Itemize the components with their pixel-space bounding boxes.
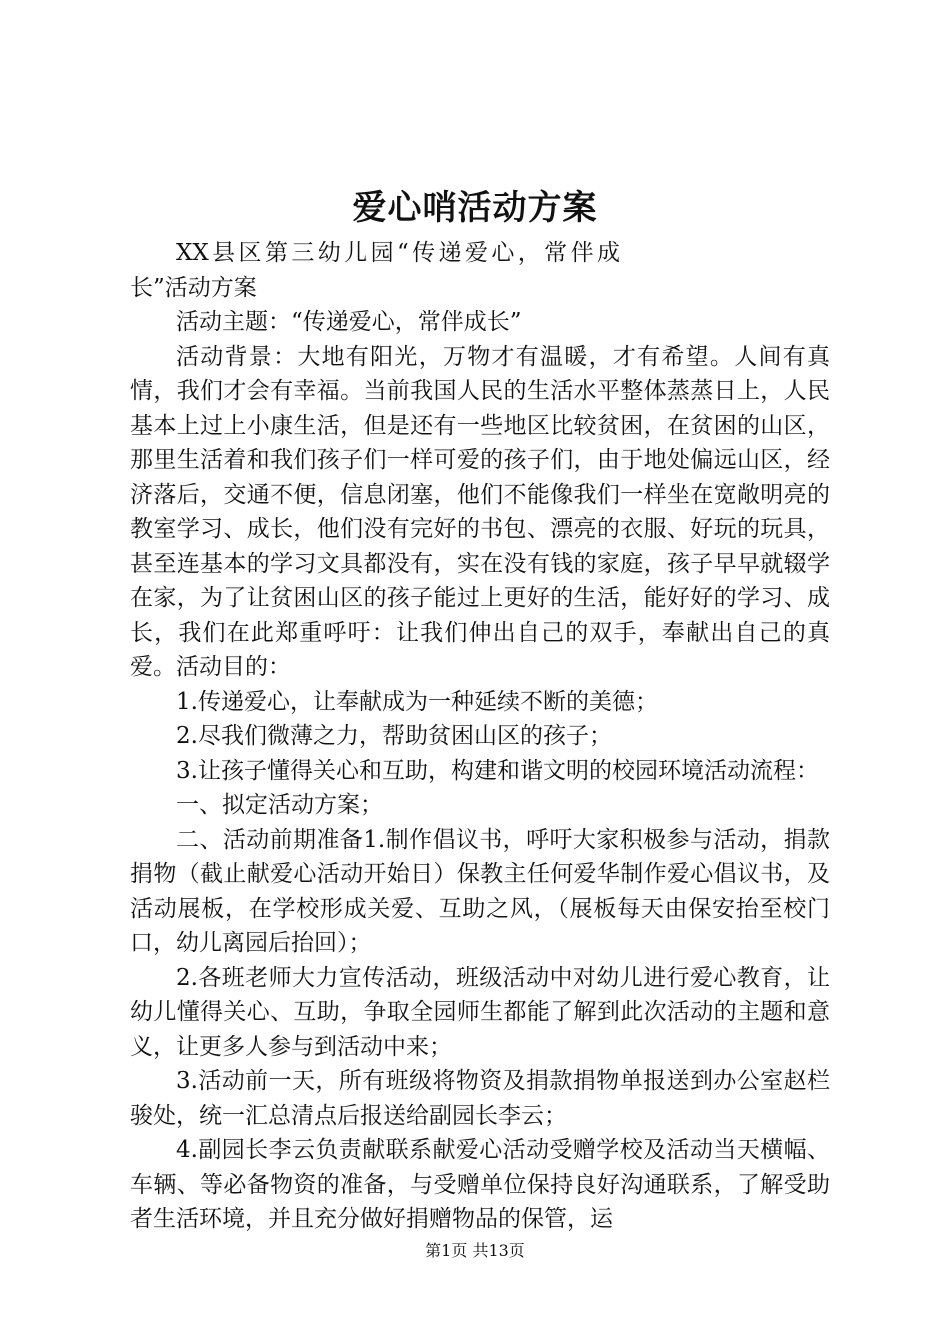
paragraph-prep-2: 2.各班老师大力宣传活动，班级活动中对幼儿进行爱心教育，让幼儿懂得关心、互助，争取全园师生都能了解到此次活动的主题和意义，让更多人参与到活动中来； (130, 964, 830, 1060)
paragraph-theme: 活动主题：“传递爱心，常伴成长” (176, 309, 522, 335)
paragraph-background: 活动背景：大地有阳光，万物才有温暖，才有希望。人间有真情，我们才会有幸福。当前我国人民的生活水平整体蒸蒸日上，人民基本上过上小康生活，但是还有一些地区比较贫困，在贫困的山区，那里生活着和我们孩子们一样可爱的孩子们，由于地处偏远山区，经济落后，交通不便，信息闭塞，他们不能像我们一样坐在宽敞明亮的教室学习、成长，他们没有完好的书包、漂亮的衣服、好玩的玩具，甚至连基本的学习文具都没有，实在没有钱的家庭，孩子早早就辍学在家，为了让贫困山区的孩子能过上更好的生活，能好好的学习、成长，我们在此郑重呼吁：让我们伸出自己的双手，奉献出自己的真爱。活动目的： (130, 343, 830, 680)
paragraph-prep-3: 3.活动前一天，所有班级将物资及捐款捐物单报送到办公室赵栏骏处，统一汇总清点后报送给副园长李云； (130, 1068, 830, 1129)
paragraph-goal-1: 1.传递爱心，让奉献成为一种延续不断的美德； (176, 688, 658, 715)
paragraph-prep-4: 4.副园长李云负责献联系献爱心活动受赠学校及活动当天横幅、车辆、等必备物资的准备，与受赠单位保持良好沟通联系，了解受助者生活环境，并且充分做好捐赠物品的保管，运 (130, 1137, 830, 1232)
paragraph-step-1: 一、拟定活动方案； (176, 792, 383, 818)
document-title: 爱心哨活动方案 (352, 188, 598, 228)
paragraph-goal-2: 2.尽我们微薄之力，帮助贫困山区的孩子； (176, 723, 612, 749)
paragraph-goal-3: 3.让孩子懂得关心和互助，构建和谐文明的校园环境活动流程： (176, 757, 819, 784)
page-footer: 第1页 共13页 (425, 1241, 525, 1260)
document-body (130, 236, 830, 1237)
paragraph-step-2: 二、活动前期准备1.制作倡议书，呼吁大家积极参与活动，捐款捐物（截止献爱心活动开始日）保教主任何爱华制作爱心倡议书，及活动展板，在学校形成关爱、互助之风，（展板每天由保安抬至校门口，幼儿离园后抬回）； (130, 826, 830, 956)
paragraph-subtitle: XX县区第三幼儿园“传递爱心，常伴成长”活动方案 (130, 240, 620, 301)
